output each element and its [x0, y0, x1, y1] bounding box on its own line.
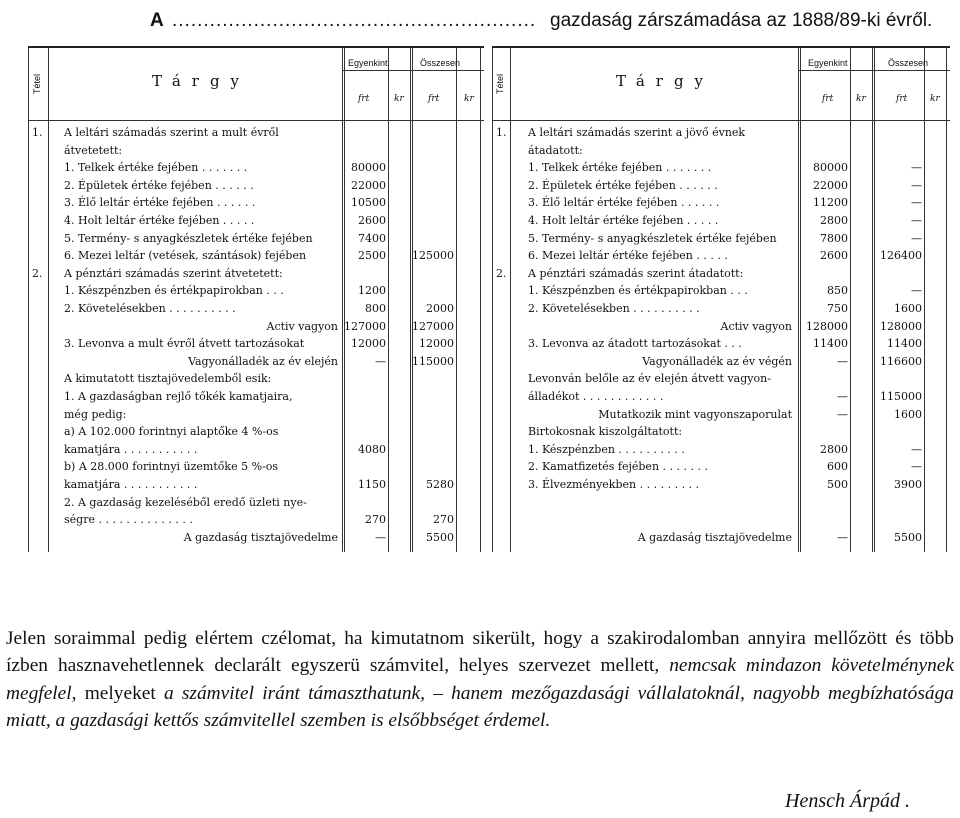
- ledger-row: [492, 355, 950, 372]
- osszesen-header: Összesen: [888, 58, 929, 68]
- row-egyenkint-value: 2800: [820, 214, 848, 227]
- row-label: 3. Levonva az átadott tartozásokat . . .: [528, 337, 742, 351]
- row-label: Vagyonálladék az év elején: [188, 354, 338, 368]
- row-egyenkint-value: 4080: [358, 442, 386, 456]
- row-label: 3. Élvezményekben . . . . . . . . .: [528, 478, 700, 491]
- row-egyenkint-value: 800: [365, 302, 386, 315]
- ledger-row: [492, 320, 950, 337]
- row-egyenkint-value: 128000: [806, 319, 848, 333]
- ledger-row: [28, 372, 484, 389]
- row-label: 2. Kamatfizetés fejében . . . . . . .: [528, 460, 708, 474]
- row-osszesen-value: 11400: [887, 337, 922, 351]
- row-egyenkint-value: 10500: [351, 196, 386, 210]
- ledger-row: [492, 267, 950, 284]
- row-egyenkint-value: —: [837, 390, 848, 403]
- row-label: Levonván belőle az év elején átvett vagyon-: [528, 372, 771, 386]
- row-label: Vagyonálladék az év végén: [642, 354, 792, 368]
- row-label: A pénztári számadás szerint átadatott:: [528, 266, 744, 280]
- kr-unit: kr: [464, 94, 474, 104]
- ledger-row: [492, 425, 950, 442]
- row-label: 5. Termény- s anyagkészletek értéke fejében: [528, 231, 777, 245]
- osszesen-header: Összesen: [420, 58, 461, 68]
- row-egyenkint-value: 11400: [813, 337, 848, 351]
- row-label: A gazdaság tisztajövedelme: [637, 530, 792, 544]
- row-label: Activ vagyon: [720, 319, 792, 333]
- ledger-row: [28, 408, 484, 425]
- row-section-number: 1.: [32, 126, 43, 139]
- row-label: 3. Élő leltár értéke fejében . . . . . .: [64, 196, 256, 210]
- ledger-row: [28, 337, 484, 354]
- row-egyenkint-value: 850: [827, 284, 848, 298]
- row-label: Activ vagyon: [266, 319, 338, 333]
- row-label: a) A 102.000 forintnyi alaptőke 4 %-os: [64, 425, 279, 439]
- ledger-row: [28, 214, 484, 231]
- row-egyenkint-value: 7800: [820, 231, 848, 245]
- author-signature: Hensch Árpád .: [785, 790, 910, 812]
- row-egyenkint-value: 22000: [813, 178, 848, 192]
- ledger-row: [28, 443, 484, 460]
- ledger-row: [492, 214, 950, 231]
- frt-unit: frt: [358, 94, 370, 104]
- row-osszesen-value: 270: [433, 513, 454, 527]
- row-label: A gazdaság tisztajövedelme: [183, 530, 338, 544]
- row-osszesen-value: 2000: [426, 302, 454, 315]
- row-label: 1. A gazdaságban rejlő tőkék kamatjaira,: [64, 390, 293, 403]
- row-osszesen-value: 115000: [412, 354, 454, 368]
- row-egyenkint-value: —: [837, 354, 848, 368]
- row-osszesen-value: 116600: [880, 354, 922, 368]
- kr-unit: kr: [394, 94, 404, 104]
- row-osszesen-value: —: [911, 178, 922, 192]
- ledger-row: [28, 355, 484, 372]
- row-label: átadatott:: [528, 143, 583, 157]
- row-osszesen-value: —: [911, 161, 922, 175]
- row-egyenkint-value: 11200: [813, 196, 848, 210]
- row-label: 4. Holt leltár értéke fejében . . . . .: [528, 214, 719, 227]
- ledger-row: [492, 408, 950, 425]
- ledger-row: [28, 196, 484, 213]
- row-egyenkint-value: 1200: [358, 284, 386, 298]
- ledger-row: [492, 196, 950, 213]
- egyenkint-header: Egyenkint: [348, 58, 388, 68]
- ledger-row: [28, 531, 484, 548]
- ledger-row: [28, 284, 484, 301]
- ledger-row: [28, 161, 484, 178]
- row-label: ségre . . . . . . . . . . . . . .: [64, 513, 193, 527]
- row-egyenkint-value: 1150: [358, 478, 386, 491]
- row-label: 3. Élő leltár értéke fejében . . . . . .: [528, 196, 720, 210]
- row-egyenkint-value: —: [837, 407, 848, 421]
- ledger-row: [492, 390, 950, 407]
- kr-unit: kr: [856, 94, 866, 104]
- row-egyenkint-value: 500: [827, 478, 848, 491]
- egyenkint-header: Egyenkint: [808, 58, 848, 68]
- ledger-row: [492, 249, 950, 266]
- row-osszesen-value: —: [911, 231, 922, 245]
- ledger-row: [492, 126, 950, 143]
- row-egyenkint-value: 2600: [358, 214, 386, 227]
- title-prefix: A: [150, 10, 164, 31]
- row-osszesen-value: 1600: [894, 407, 922, 421]
- row-label: A leltári számadás szerint a jövő évnek: [528, 126, 746, 139]
- ledger-row: [492, 232, 950, 249]
- row-osszesen-value: 5500: [894, 530, 922, 544]
- row-egyenkint-value: 2600: [820, 249, 848, 263]
- frt-unit: frt: [896, 94, 908, 104]
- frt-unit: frt: [822, 94, 834, 104]
- row-label: Mutatkozik mint vagyonszaporulat: [598, 407, 792, 421]
- right-ledger: [492, 46, 950, 552]
- ledger-row: [28, 302, 484, 319]
- ledger-row: [492, 302, 950, 319]
- row-label: Birtokosnak kiszolgáltatott:: [528, 425, 683, 439]
- ledger-row: [28, 460, 484, 477]
- targy-header: Tárgy: [616, 72, 715, 90]
- paragraph-italic: nemcsak mindazon követelménynek megfelel,: [6, 655, 954, 704]
- row-label: 1. Telkek értéke fejében . . . . . . .: [64, 161, 248, 175]
- row-label: 2. Épületek értéke fejében . . . . . .: [528, 178, 718, 192]
- row-osszesen-value: 128000: [880, 319, 922, 333]
- row-osszesen-value: 3900: [894, 478, 922, 491]
- row-egyenkint-value: 127000: [344, 319, 386, 333]
- row-label: A leltári számadás szerint a mult évről: [64, 126, 279, 139]
- title-text: gazdaság zárszámadása az 1888/89-ki évről.: [550, 10, 933, 31]
- ledger-row: [28, 513, 484, 530]
- row-egyenkint-value: —: [837, 530, 848, 544]
- ledger-row: [492, 372, 950, 389]
- row-label: 1. Telkek értéke fejében . . . . . . .: [528, 161, 712, 175]
- paragraph-text: melyeket: [76, 682, 164, 704]
- row-label: kamatjára . . . . . . . . . . .: [64, 478, 198, 491]
- row-osszesen-value: 125000: [412, 249, 454, 263]
- ledger-row: [492, 460, 950, 477]
- ledger-row: [28, 126, 484, 143]
- ledger-row: [28, 179, 484, 196]
- ledger-row: [28, 267, 484, 284]
- row-label: 2. Épületek értéke fejében . . . . . .: [64, 178, 254, 192]
- ledger-row: [492, 496, 950, 513]
- row-section-number: 2.: [32, 266, 43, 280]
- row-osszesen-value: —: [911, 460, 922, 474]
- row-section-number: 2.: [496, 266, 507, 280]
- ledger-row: [28, 390, 484, 407]
- ledger-row: [492, 443, 950, 460]
- row-label: A pénztári számadás szerint átvetetett:: [64, 266, 283, 280]
- row-label: 6. Mezei leltár értéke fejében . . . . .: [528, 249, 728, 263]
- row-egyenkint-value: —: [375, 354, 386, 368]
- row-label: 4. Holt leltár értéke fejében . . . . .: [64, 214, 255, 227]
- row-egyenkint-value: 270: [365, 513, 386, 527]
- row-egyenkint-value: 7400: [358, 231, 386, 245]
- row-section-number: 1.: [496, 126, 507, 139]
- row-label: 6. Mezei leltár (vetések, szántások) fejében: [64, 249, 307, 263]
- ledger-row: [28, 232, 484, 249]
- row-egyenkint-value: 750: [827, 302, 848, 315]
- row-label: álladékot . . . . . . . . . . . .: [528, 390, 664, 403]
- row-osszesen-value: —: [911, 214, 922, 227]
- row-osszesen-value: —: [911, 442, 922, 456]
- row-label: átvetetett:: [64, 143, 123, 157]
- row-osszesen-value: —: [911, 196, 922, 210]
- frt-unit: frt: [428, 94, 440, 104]
- row-label: kamatjára . . . . . . . . . . .: [64, 442, 198, 456]
- row-label: 2. Követelésekben . . . . . . . . . .: [64, 302, 236, 315]
- row-egyenkint-value: 22000: [351, 178, 386, 192]
- targy-header: Tárgy: [152, 72, 251, 90]
- ledger-row: [492, 144, 950, 161]
- row-label: 2. A gazdaság kezeléséből eredő üzleti nye-: [64, 495, 307, 509]
- row-osszesen-value: 5280: [426, 478, 454, 491]
- ledger-row: [492, 478, 950, 495]
- row-label: 5. Termény- s anyagkészletek értéke fejében: [64, 231, 313, 245]
- row-osszesen-value: 5500: [426, 530, 454, 544]
- ledger-row: [28, 320, 484, 337]
- ledger-row: [492, 513, 950, 530]
- ledger-row: [492, 531, 950, 548]
- row-egyenkint-value: 80000: [351, 161, 386, 175]
- title-dots: ..........................................................: [172, 10, 537, 31]
- row-label: 3. Levonva a mult évről átvett tartozásokat: [64, 337, 305, 351]
- ledger-row: [492, 161, 950, 178]
- ledger-row: [28, 478, 484, 495]
- row-label: b) A 28.000 forintnyi üzemtőke 5 %-os: [64, 460, 279, 474]
- ledger-row: [28, 496, 484, 513]
- left-ledger: [28, 46, 484, 552]
- row-osszesen-value: 127000: [412, 319, 454, 333]
- row-osszesen-value: —: [911, 284, 922, 298]
- body-paragraph: [6, 625, 954, 734]
- row-label: 1. Készpénzben és értékpapirokban . . .: [528, 284, 748, 298]
- ledger-row: [492, 284, 950, 301]
- row-egyenkint-value: 2800: [820, 442, 848, 456]
- row-label: még pedig:: [64, 407, 127, 421]
- row-osszesen-value: 115000: [880, 390, 922, 403]
- row-egyenkint-value: —: [375, 530, 386, 544]
- ledger-row: [28, 249, 484, 266]
- ledger-row: [492, 337, 950, 354]
- row-osszesen-value: 126400: [880, 249, 922, 263]
- document-title: [150, 6, 933, 36]
- ledger-row: [492, 179, 950, 196]
- row-label: 2. Követelésekben . . . . . . . . . .: [528, 302, 700, 315]
- row-label: A kimutatott tisztajövedelemből esik:: [64, 372, 272, 386]
- row-egyenkint-value: 12000: [351, 337, 386, 351]
- row-egyenkint-value: 80000: [813, 161, 848, 175]
- kr-unit: kr: [930, 94, 940, 104]
- row-egyenkint-value: 2500: [358, 249, 386, 263]
- row-osszesen-value: 1600: [894, 302, 922, 315]
- row-label: 1. Készpénzben . . . . . . . . . .: [528, 442, 685, 456]
- tetel-header: Tétel: [495, 73, 505, 94]
- row-osszesen-value: 12000: [419, 337, 454, 351]
- row-label: 1. Készpénzben és értékpapirokban . . .: [64, 284, 284, 298]
- row-egyenkint-value: 600: [827, 460, 848, 474]
- paragraph-italic: a számvitel iránt támaszthatunk, – hanem mezőgazdasági vállalatoknál, nagyobb megbízhatósága miatt, a gazdasági kettős számvitellel szemben is elsőbbséget érdemel.: [6, 682, 955, 731]
- paragraph-text: Jelen soraimmal pedig elértem czélomat, ha kimutatnom sikerült, hogy a szakirodalomban annyira mellőzött és több ízben hasznavehetlennek declarált egyszerü számvitel, helyes szervezet mellett,: [6, 628, 954, 677]
- tetel-header: Tétel: [32, 73, 42, 94]
- ledger-row: [28, 425, 484, 442]
- ledger-row: [28, 144, 484, 161]
